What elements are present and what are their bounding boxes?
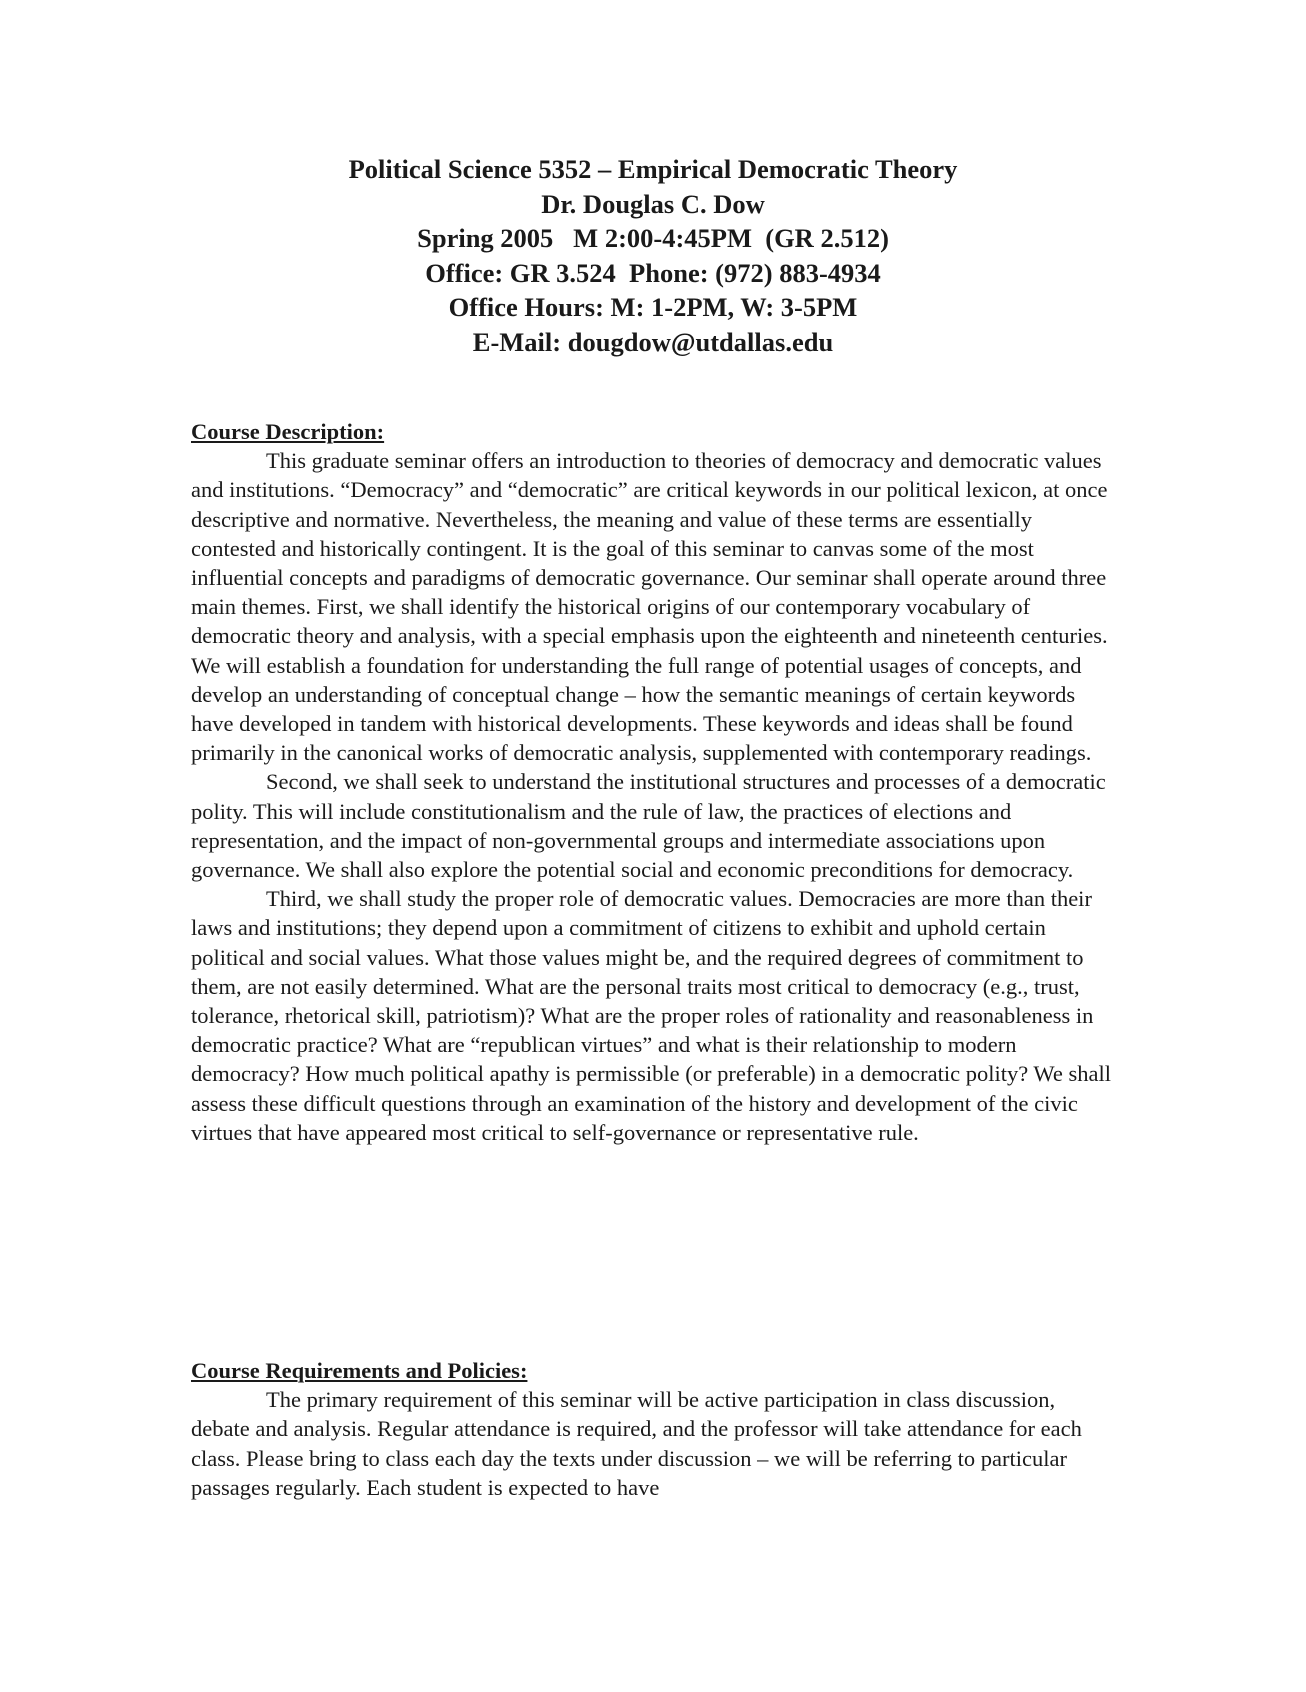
- instructor-name: Dr. Douglas C. Dow: [541, 188, 765, 219]
- office-hours: Office Hours: M: 1-2PM, W: 3-5PM: [448, 292, 858, 322]
- course-description-heading: Course Description:: [191, 419, 385, 444]
- course-schedule: Spring 2005 M 2:00-4:45PM (GR 2.512): [417, 223, 889, 253]
- email-address: E-Mail: dougdow@utdallas.edu: [472, 326, 834, 357]
- course-requirements-heading: Course Requirements and Policies:: [191, 1358, 528, 1383]
- course-description-section: [191, 417, 1111, 1147]
- description-paragraph-1: This graduate seminar offers an introduction to theories of democracy and democratic values and institutions. “Democracy” and “democratic” are critical keywords in our political lexicon, at once descriptive and normative. Nevertheless, the meaning and value of these terms are essentially contested and historically contingent. It is the goal of this seminar to canvas some of the most influential concepts and paradigms of democratic governance. Our seminar shall operate around three main themes. First, we shall identify the historical origins of our contemporary vocabulary of democratic theory and analysis, with a special emphasis upon the eighteenth and nineteenth centuries. We will establish a foundation for understanding the full range of potential usages of concepts, and develop an understanding of conceptual change – how the semantic meanings of certain keywords have developed in tandem with historical developments. These keywords and ideas shall be found primarily in the canonical works of democratic analysis, supplemented with contemporary readings.: [191, 448, 1108, 766]
- requirements-paragraph-1: The primary requirement of this seminar will be active participation in class discussion, debate and analysis. Regular attendance is required, and the professor will take attendance for each class. Please bring to class each day the texts under discussion – we will be referring to particular passages regularly. Each student is expected to have: [191, 1387, 1082, 1500]
- course-requirements-section: [191, 1356, 1111, 1502]
- description-paragraph-3: Third, we shall study the proper role of democratic values. Democracies are more than their laws and institutions; they depend upon a commitment of citizens to exhibit and uphold certain political and social values. What those values might be, and the required degrees of commitment to them, are not easily determined. What are the personal traits most critical to democracy (e.g., trust, tolerance, rhetorical skill, patriotism)? What are the proper roles of rationality and reasonableness in democratic practice? What are “republican virtues” and what is their relationship to modern democracy? How much political apathy is permissible (or preferable) in a democratic polity? We shall assess these difficult questions through an examination of the history and development of the civic virtues that have appeared most critical to self-governance or representative rule.: [191, 886, 1111, 1145]
- syllabus-header: [0, 152, 1306, 359]
- description-paragraph-2: Second, we shall seek to understand the institutional structures and processes of a democratic polity. This will include constitutionalism and the rule of law, the practices of elections and representation, and the impact of non-governmental groups and intermediate associations upon governance. We shall also explore the potential social and economic preconditions for democracy.: [191, 769, 1106, 883]
- course-title: Political Science 5352 – Empirical Democratic Theory: [348, 154, 958, 184]
- office-and-phone: Office: GR 3.524 Phone: (972) 883-4934: [425, 257, 881, 288]
